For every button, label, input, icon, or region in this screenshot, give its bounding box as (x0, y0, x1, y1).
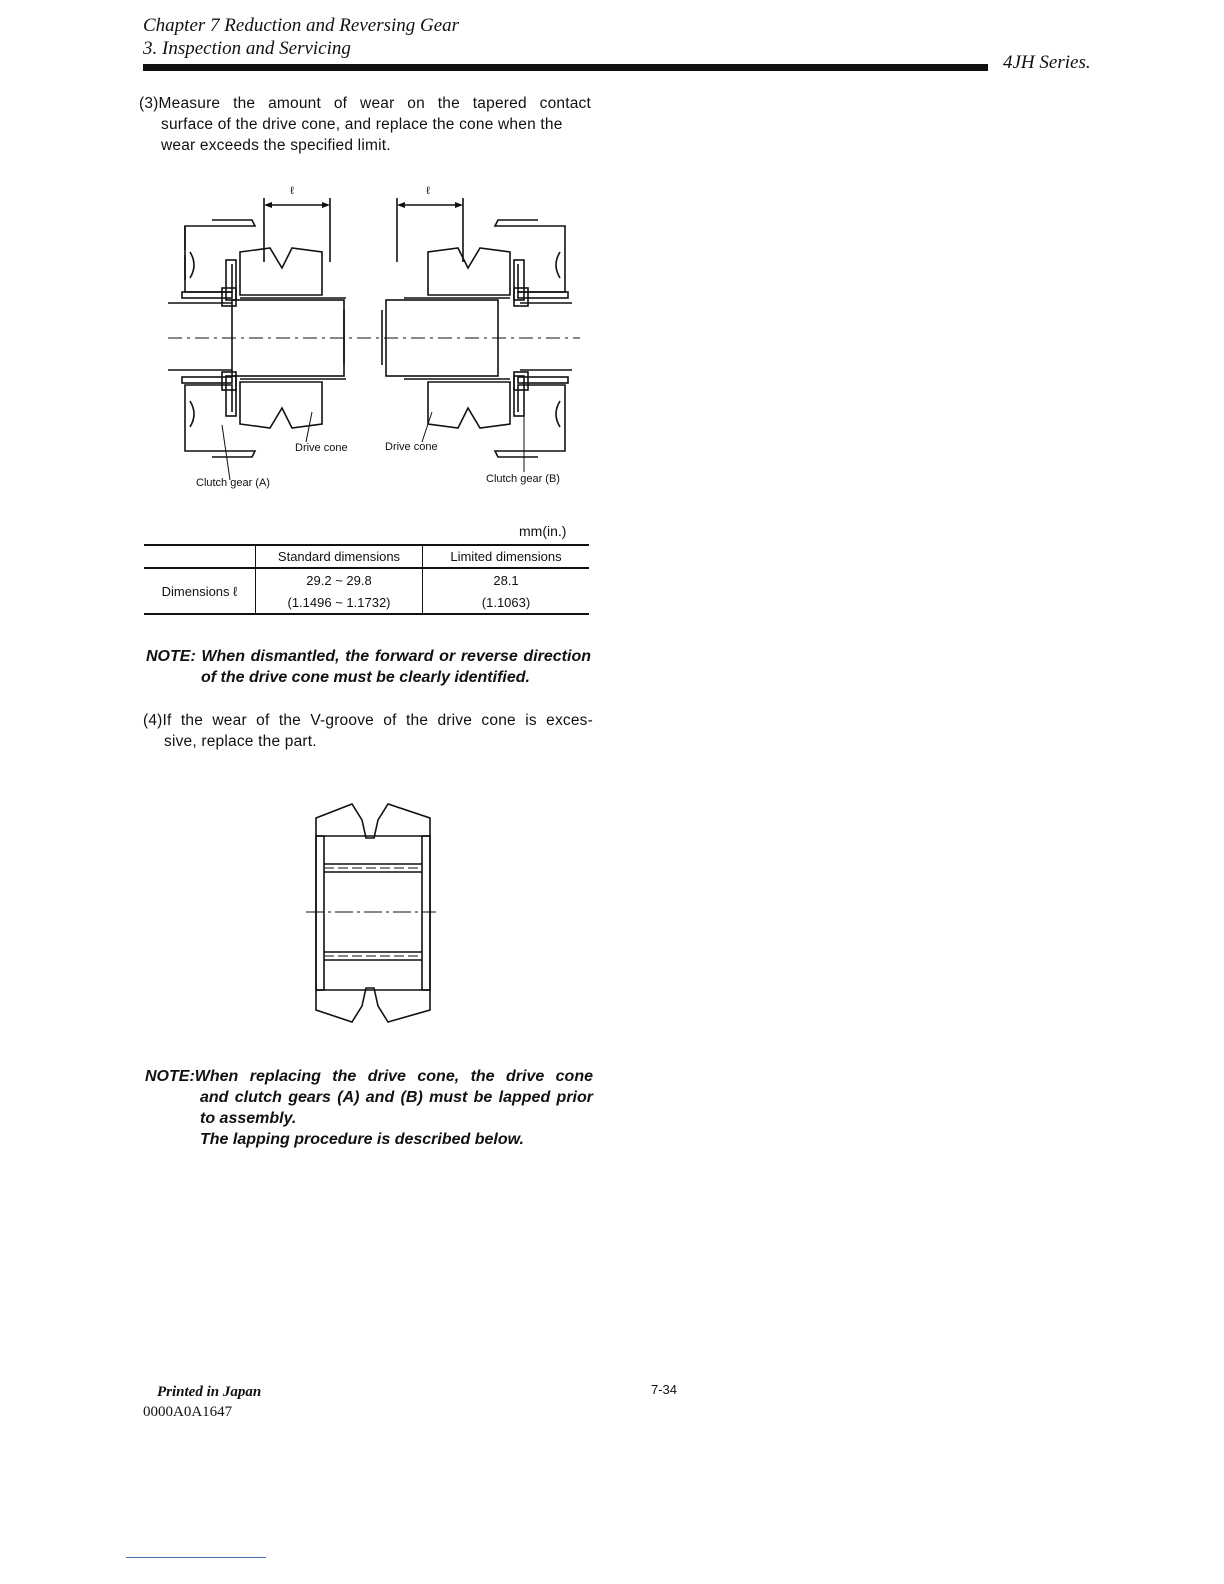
document-code: 0000A0A1647 (143, 1404, 233, 1420)
step-3-line-2: surface of the drive cone, and replace the cone when the (161, 116, 563, 133)
note-2-line-2: and clutch gears (A) and (B) must be lapped prior (200, 1089, 593, 1106)
chapter-title: Chapter 7 Reduction and Reversing Gear (143, 15, 460, 36)
note-1-line-1: NOTE: When dismantled, the forward or reverse direction (146, 648, 591, 665)
note-2-line-3: to assembly. (200, 1110, 297, 1127)
drive-cone-v-groove-diagram (300, 800, 440, 1028)
clutch-gear-b-label: Clutch gear (B) (486, 473, 560, 485)
dimension-l-symbol-right: ℓ (426, 185, 430, 197)
section-title: 3. Inspection and Servicing (143, 38, 351, 59)
note-2-line-4: The lapping procedure is described below. (200, 1131, 524, 1148)
scan-edge-line (126, 1557, 266, 1558)
step-3-line-1: (3)Measure the amount of wear on the tapered contact (139, 95, 591, 112)
table-header-limited: Limited dimensions (423, 545, 590, 568)
drive-cone-label-left: Drive cone (295, 442, 348, 454)
dimension-l-symbol-left: ℓ (290, 185, 294, 197)
limit-mm-value: 28.1 (493, 572, 519, 588)
standard-in-value: (1.1496 ~ 1.1732) (256, 591, 423, 614)
drive-cone-label-right: Drive cone (385, 441, 438, 453)
standard-mm-value: 29.2 ~ 29.8 (256, 568, 423, 591)
table-row-label: Dimensions ℓ (144, 568, 256, 614)
clutch-gear-a-label: Clutch gear (A) (196, 477, 270, 489)
table-header-standard: Standard dimensions (256, 545, 423, 568)
limit-in-value: (1.1063) (423, 591, 590, 614)
step-4-paragraph (143, 710, 593, 752)
table-unit: mm(in.) (519, 523, 567, 539)
page-number: 7-34 (651, 1382, 678, 1397)
header-rule (143, 64, 988, 71)
series-label: 4JH Series. (1003, 52, 1091, 73)
note-1-line-2: of the drive cone must be clearly identified. (201, 669, 530, 686)
step-4-line-2: sive, replace the part. (164, 733, 317, 750)
step-3-paragraph (139, 93, 591, 156)
note-1 (146, 646, 591, 688)
step-3-line-3: wear exceeds the specified limit. (161, 137, 391, 154)
step-4-line-1: (4)If the wear of the V-groove of the drive cone is exces- (143, 712, 593, 729)
drive-cone-clutch-gear-diagram (160, 180, 590, 490)
printed-in-japan: Printed in Japan (157, 1384, 262, 1400)
table-header-blank (144, 545, 256, 568)
note-2-line-1: NOTE:When replacing the drive cone, the drive cone (145, 1068, 593, 1085)
note-2 (145, 1066, 593, 1150)
dimension-spec-table (144, 544, 589, 615)
